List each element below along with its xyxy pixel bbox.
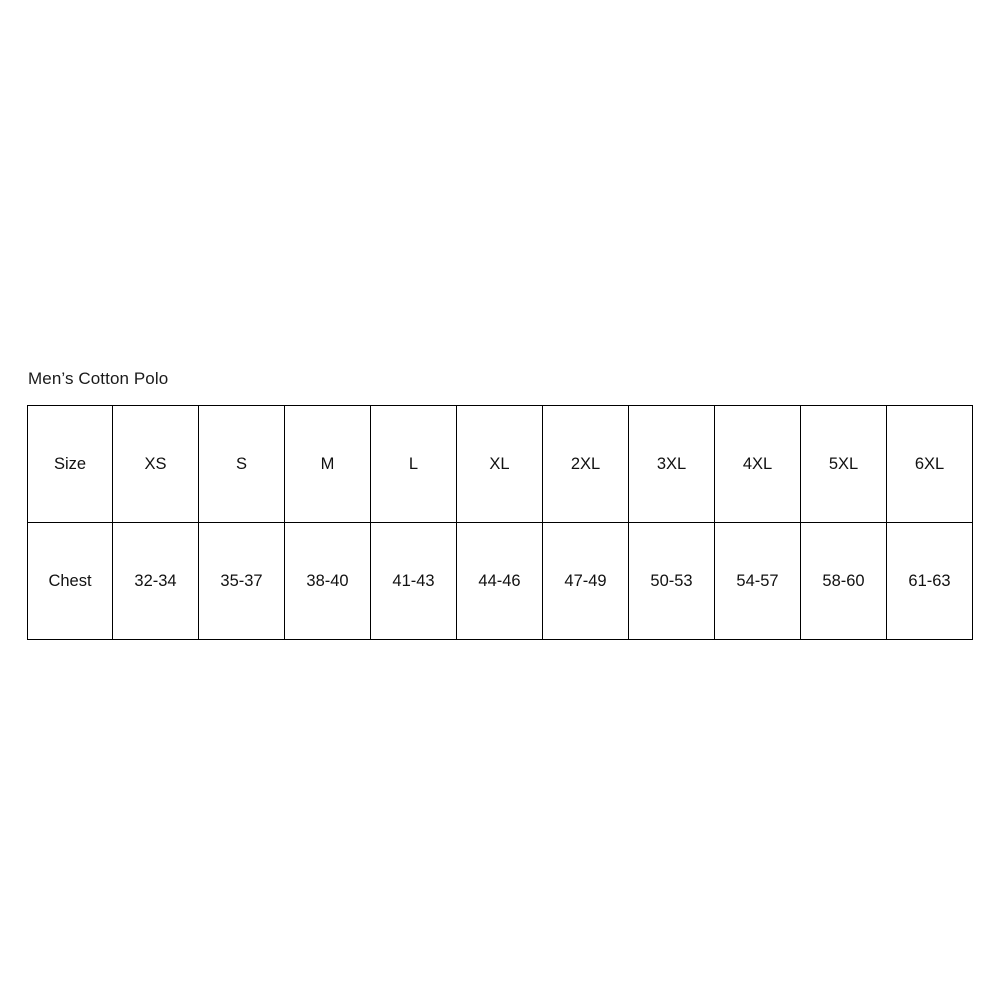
size-cell-4xl: 4XL [715,406,801,523]
size-cell-l: L [371,406,457,523]
table-row [28,523,973,640]
chest-cell-2xl: 47-49 [543,523,629,640]
size-cell-3xl: 3XL [629,406,715,523]
table-row [28,406,973,523]
size-cell-s: S [199,406,285,523]
chest-cell-s: 35-37 [199,523,285,640]
chest-cell-4xl: 54-57 [715,523,801,640]
size-cell-xl: XL [457,406,543,523]
size-cell-2xl: 2XL [543,406,629,523]
chest-cell-xs: 32-34 [113,523,199,640]
size-cell-5xl: 5XL [801,406,887,523]
row-header-chest: Chest [28,523,113,640]
size-cell-6xl: 6XL [887,406,973,523]
chest-cell-m: 38-40 [285,523,371,640]
row-header-size: Size [28,406,113,523]
chest-cell-6xl: 61-63 [887,523,973,640]
size-cell-m: M [285,406,371,523]
size-cell-xs: XS [113,406,199,523]
size-chart-table [27,405,973,640]
chest-cell-3xl: 50-53 [629,523,715,640]
page-title: Men’s Cotton Polo [28,369,169,388]
chest-cell-l: 41-43 [371,523,457,640]
chest-cell-xl: 44-46 [457,523,543,640]
chest-cell-5xl: 58-60 [801,523,887,640]
